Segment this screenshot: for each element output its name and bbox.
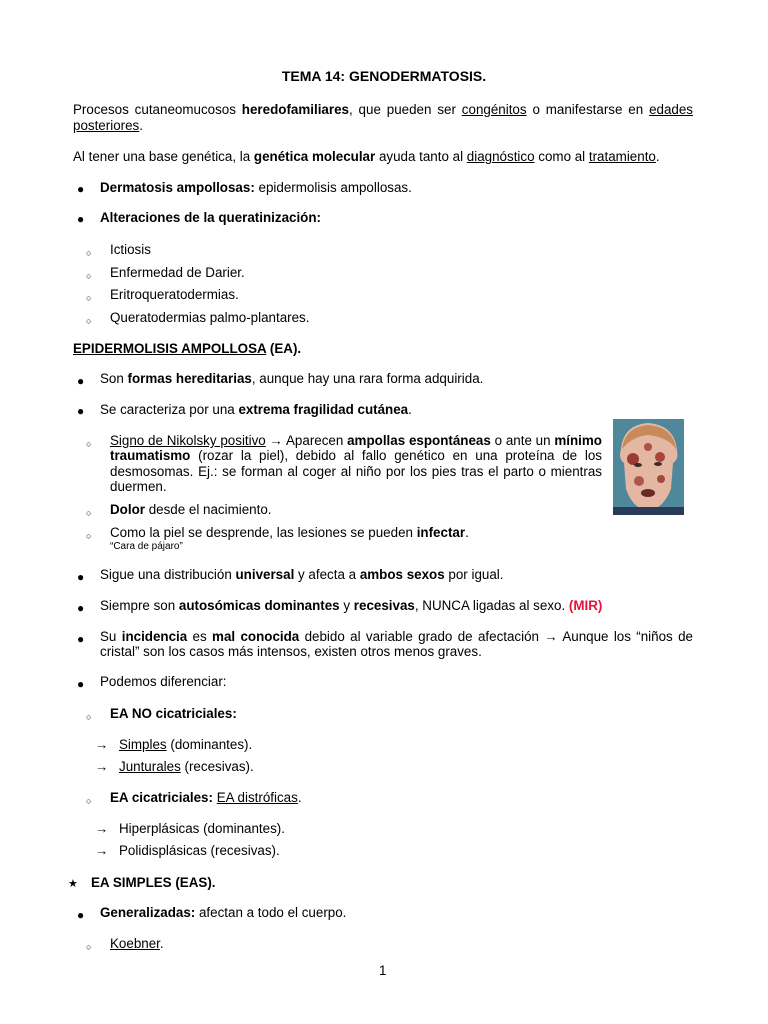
text: (EA). (266, 341, 302, 356)
bold-text: Dolor (110, 502, 145, 517)
text: por igual. (444, 567, 504, 582)
arrow-item: Hiperplásicas (dominantes). (119, 821, 285, 836)
text: y (339, 598, 354, 613)
intro-paragraph-2 (73, 149, 660, 165)
sub-list-item (110, 502, 272, 518)
text: Siempre son (100, 598, 179, 613)
bold-text: mal conocida (212, 629, 300, 644)
text: . (465, 525, 469, 540)
bold-text: mínimo traumatismo (110, 433, 602, 464)
page-title: TEMA 14: GENODERMATOSIS. (281, 68, 487, 84)
bold-text: ambos sexos (359, 567, 445, 582)
text: Son (100, 371, 128, 386)
underlined-text: diagnóstico (466, 149, 535, 164)
text: . (159, 936, 164, 951)
underlined-text: edades posteriores (73, 102, 693, 133)
text: (recesivas). (180, 759, 254, 774)
list-item (100, 371, 483, 387)
underlined-text: tratamiento (588, 149, 656, 164)
bold-text: extrema fragilidad cutánea (238, 402, 409, 417)
underlined-text: Koebner (110, 936, 160, 951)
circle-bullet-icon: ○ (86, 248, 92, 258)
text: afectan a todo el cuerpo. (195, 905, 347, 920)
circle-bullet-icon: ○ (86, 942, 92, 952)
intro-paragraph-1 (73, 102, 693, 134)
photo-caption: “Cara de pájaro” (110, 541, 183, 552)
bold-text: autosómicas dominantes (178, 598, 340, 613)
circle-bullet-icon: ○ (86, 796, 92, 806)
text: → Aparecen (265, 433, 348, 448)
bullet-icon: ● (77, 601, 85, 615)
star-icon: ★ (68, 878, 78, 890)
text: , aunque hay una rara forma adquirida. (251, 371, 484, 386)
bullet-icon: ● (77, 404, 85, 418)
bold-text: ampollas espontáneas (347, 433, 491, 448)
arrow-item (119, 759, 254, 775)
circle-bullet-icon: ○ (86, 271, 92, 281)
sub-list-item: Queratodermias palmo-plantares. (110, 310, 310, 325)
arrow-icon: → (95, 821, 109, 836)
section-heading (73, 341, 301, 357)
list-item (100, 210, 321, 226)
text: , NUNCA ligadas al sexo. (414, 598, 569, 613)
bold-text: heredofamiliares (241, 102, 349, 117)
bold-text: universal (235, 567, 295, 582)
list-item (100, 402, 412, 418)
text: Procesos cutaneomucosos (73, 102, 242, 117)
circle-bullet-icon: ○ (86, 712, 92, 722)
sub-list-item: EA NO cicatriciales: (110, 706, 237, 721)
list-item (100, 567, 503, 583)
circle-bullet-icon: ○ (86, 293, 92, 303)
underlined-text: Junturales (119, 759, 181, 774)
text: o manifestarse en (526, 102, 650, 117)
bold-text: incidencia (121, 629, 188, 644)
text: . (139, 118, 143, 133)
nikolsky-paragraph (110, 433, 602, 495)
text: y afecta a (294, 567, 360, 582)
text: epidermolisis ampollosas. (254, 180, 412, 195)
text: debido al variable grado de afectación → Aunque los “niños de cristal” son los casos más intensos, existen otros menos graves. (100, 629, 693, 660)
arrow-icon: → (95, 759, 109, 774)
bullet-icon: ● (77, 908, 85, 922)
text: Su (100, 629, 122, 644)
text: , que pueden ser (348, 102, 462, 117)
arrow-item (119, 737, 252, 753)
text: es (187, 629, 213, 644)
list-item (100, 905, 346, 921)
text: ayuda tanto al (375, 149, 467, 164)
sub-list-item: Enfermedad de Darier. (110, 265, 245, 280)
arrow-icon: → (95, 843, 109, 858)
text: o ante un (490, 433, 555, 448)
list-item (100, 180, 412, 196)
bold-text: Alteraciones de la queratinización: (100, 210, 322, 225)
text: . (408, 402, 412, 417)
circle-bullet-icon: ○ (86, 508, 92, 518)
child-face-photo (613, 419, 684, 515)
bold-text: EA cicatriciales: (110, 790, 213, 805)
sub-list-item (110, 525, 469, 541)
circle-bullet-icon: ○ (86, 439, 92, 449)
underlined-text: EA distróficas (216, 790, 298, 805)
sub-list-item (110, 936, 164, 952)
underlined-text: Signo de Nikolsky positivo (110, 433, 266, 448)
underlined-text: congénitos (461, 102, 527, 117)
page-number: 1 (379, 963, 387, 978)
text: (dominantes). (166, 737, 253, 752)
text: . (297, 790, 302, 805)
bold-text: recesivas (353, 598, 415, 613)
bullet-icon: ● (77, 182, 85, 196)
arrow-item: Polidisplásicas (recesivas). (119, 843, 280, 858)
underlined-text: EPIDERMOLISIS AMPOLLOSA (73, 341, 267, 356)
circle-bullet-icon: ○ (86, 531, 92, 541)
text: Como la piel se desprende, las lesiones se pueden (110, 525, 417, 540)
section-heading: EA SIMPLES (EAS). (91, 875, 216, 890)
sub-list-item (110, 790, 302, 806)
mir-tag: (MIR) (568, 598, 603, 613)
arrow-icon: → (95, 737, 109, 752)
text: desde el nacimiento. (144, 502, 272, 517)
sub-list-item: Ictiosis (110, 242, 151, 257)
bullet-icon: ● (77, 677, 85, 691)
sub-list-item: Eritroqueratodermias. (110, 287, 239, 302)
bold-text: genética molecular (253, 149, 376, 164)
text: Se caracteriza por una (100, 402, 239, 417)
text: Al tener una base genética, la (73, 149, 254, 164)
circle-bullet-icon: ○ (86, 316, 92, 326)
bullet-icon: ● (77, 374, 85, 388)
bold-text: Dermatosis ampollosas: (100, 180, 255, 195)
bold-text: infectar (416, 525, 466, 540)
bullet-icon: ● (77, 212, 85, 226)
photo-illustration (613, 419, 684, 515)
underlined-text: Simples (119, 737, 167, 752)
list-item (100, 598, 602, 614)
text: Sigue una distribución (100, 567, 236, 582)
text: (rozar la piel), debido al fallo genético en una proteína de los desmosomas. Ej.: se forman al coger al niño por los pies tras el parto o mientras duermen. (110, 448, 602, 495)
text: . (655, 149, 660, 164)
list-item (100, 629, 693, 660)
bullet-icon: ● (77, 632, 85, 646)
list-item: Podemos diferenciar: (100, 674, 227, 689)
bold-text: formas hereditarias (127, 371, 252, 386)
bold-text: Generalizadas: (100, 905, 196, 920)
bullet-icon: ● (77, 570, 85, 584)
text: como al (534, 149, 589, 164)
